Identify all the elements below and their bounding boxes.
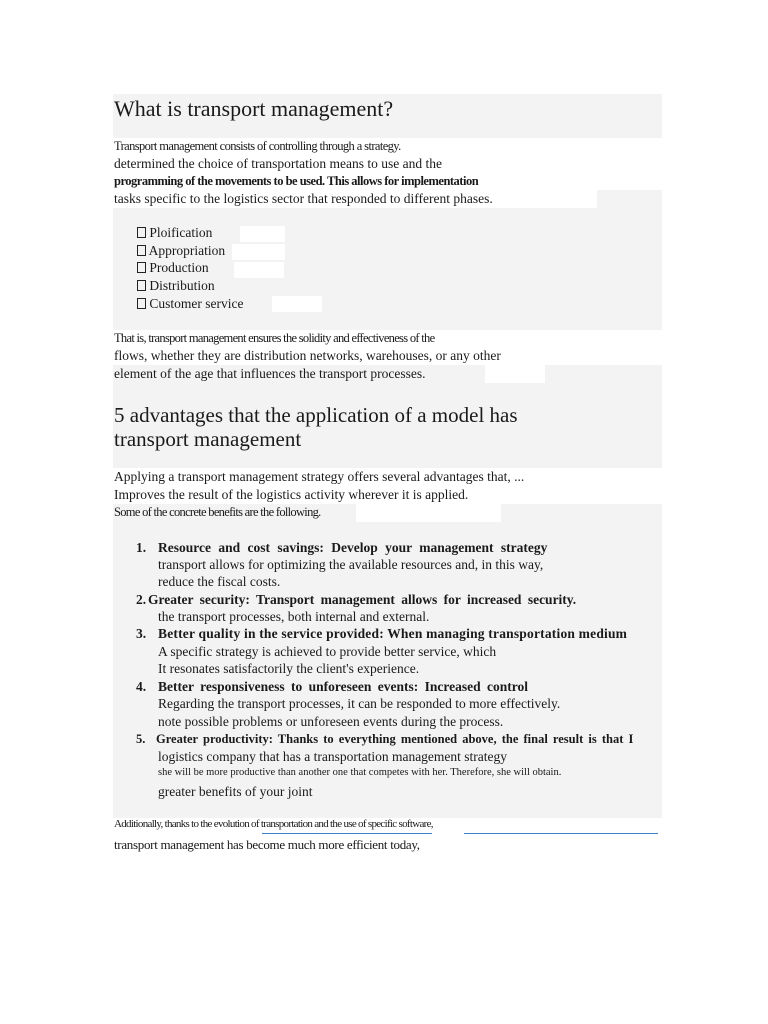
list-item-heading: Resource and cost savings: Develop your management strategy	[158, 540, 548, 555]
list-item-heading: Better quality in the service provided: When managing transportation medium	[158, 626, 628, 641]
closing-line-2: transport management has become much more efficient today,	[114, 837, 420, 852]
list-item-line: greater benefits of your joint	[158, 784, 313, 799]
list-item-marker: 1.	[136, 540, 147, 555]
section-heading-line-1: 5 advantages that the application of a model has	[114, 403, 518, 427]
list-item-line: note possible problems or unforeseen events during the process.	[158, 714, 504, 729]
summary-line-2: flows, whether they are distribution networks, warehouses, or any other	[114, 348, 501, 363]
intro-line-4: tasks specific to the logistics sector that responded to different phases.	[114, 191, 493, 206]
underline-divider	[464, 833, 658, 834]
list-item-line: Regarding the transport processes, it can be responded to more effectively.	[158, 696, 561, 711]
page-title: What is transport management?	[114, 96, 394, 121]
summary-line-1: That is, transport management ensures the solidity and effectiveness of the	[114, 331, 435, 345]
list-item-marker: 4.	[136, 679, 147, 694]
list-item-line: It resonates satisfactorily the client's experience.	[158, 661, 420, 676]
bullet-box-icon	[137, 262, 146, 273]
closing-line-1: Additionally, thanks to the evolution of transportation and the use of specific software,	[114, 818, 433, 830]
list-item-line: reduce the fiscal costs.	[158, 574, 281, 589]
summary-line-3: element of the age that influences the transport processes.	[114, 366, 426, 381]
list-item-line: A specific strategy is achieved to provide better service, which	[158, 644, 497, 659]
section-heading-line-2: transport management	[114, 427, 302, 451]
list-item: Appropriation	[137, 243, 225, 259]
list-item-heading: Greater productivity: Thanks to everything mentioned above, the final result is that I	[156, 732, 634, 746]
list-item: Production	[137, 260, 209, 276]
advantages-intro-1: Applying a transport management strategy offers several advantages that, ...	[114, 469, 525, 484]
intro-line-1: Transport management consists of controlling through a strategy.	[114, 139, 401, 153]
list-item-marker: 5.	[136, 732, 146, 746]
list-item-heading: Better responsiveness to unforeseen events: Increased control	[158, 679, 528, 694]
advantages-intro-2: Improves the result of the logistics activity wherever it is applied.	[114, 487, 469, 502]
intro-line-2: determined the choice of transportation means to use and the	[114, 156, 443, 171]
bullet-box-icon	[137, 280, 146, 291]
list-item: Ploification	[137, 225, 212, 241]
list-item: Distribution	[137, 278, 215, 294]
advantages-intro-3: Some of the concrete benefits are the following.	[114, 505, 321, 519]
list-item-line: she will be more productive than another one that competes with her. Therefore, she will obtain.	[158, 767, 562, 778]
bullet-box-icon	[137, 245, 146, 256]
intro-line-3: programming of the movements to be used. This allows for implementation	[114, 174, 479, 188]
bullet-box-icon	[137, 227, 146, 238]
list-item-line: transport allows for optimizing the available resources and, in this way,	[158, 557, 544, 572]
list-item-marker: 3.	[136, 626, 147, 641]
list-item-heading: Greater security: Transport management allows for increased security.	[148, 592, 577, 607]
underline-divider	[262, 833, 432, 834]
list-item-line: the transport processes, both internal and external.	[158, 609, 430, 624]
list-item-marker: 2.	[136, 592, 147, 607]
list-item: Customer service	[137, 296, 243, 312]
list-item-line: logistics company that has a transportation management strategy	[158, 749, 508, 764]
bullet-box-icon	[137, 298, 146, 309]
